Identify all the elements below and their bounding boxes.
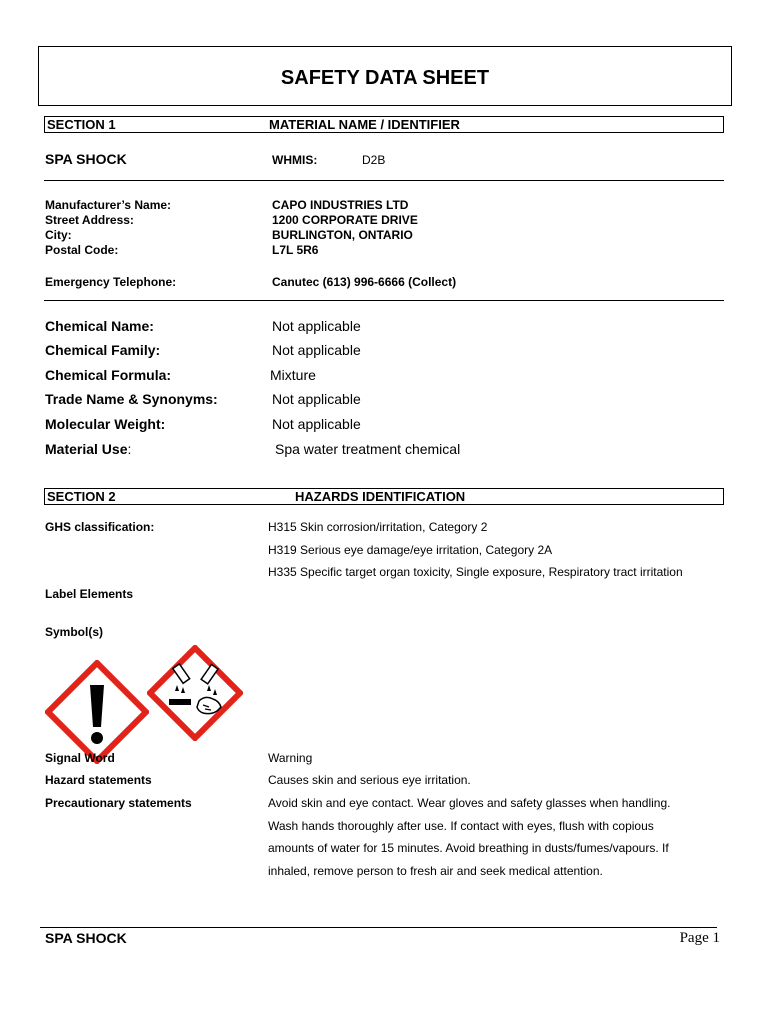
- section-2-number: SECTION 2: [47, 489, 116, 504]
- exclamation-dot: [91, 732, 103, 744]
- manufacturer-name: CAPO INDUSTRIES LTD: [272, 198, 409, 212]
- whmis-value: D2B: [362, 153, 386, 167]
- chemical-formula-label: Chemical Formula:: [45, 367, 172, 383]
- title-box: [38, 46, 732, 106]
- precaution-line: amounts of water for 15 minutes. Avoid breathing in dusts/fumes/vapours. If: [268, 841, 669, 855]
- manufacturer-labels: [45, 198, 171, 258]
- chemical-name-label: Chemical Name:: [45, 318, 154, 334]
- chemical-family-label: Chemical Family:: [45, 342, 161, 358]
- exclamation-mark-icon: [45, 660, 149, 764]
- precaution-line: Avoid skin and eye contact. Wear gloves and safety glasses when handling.: [268, 796, 671, 810]
- hazard-statements-label: Hazard statements: [45, 773, 152, 787]
- label-elements-heading: Label Elements: [45, 587, 134, 601]
- trade-name-label: Trade Name & Synonyms:: [45, 391, 218, 407]
- postal-label: Postal Code:: [45, 243, 119, 257]
- section-1-header: [44, 116, 724, 133]
- city-label: City:: [45, 228, 72, 242]
- divider-rule: [44, 300, 724, 301]
- hazard-statements-value: Causes skin and serious eye irritation.: [268, 773, 471, 787]
- corrosion-icon: [147, 645, 243, 741]
- signal-word-value: Warning: [268, 751, 313, 765]
- ghs-line: H319 Serious eye damage/eye irritation, Category 2A: [268, 542, 553, 557]
- emergency-phone: Canutec (613) 996-6666 (Collect): [272, 275, 457, 289]
- document-title: SAFETY DATA SHEET: [280, 67, 490, 89]
- precautionary-statements-label: Precautionary statements: [45, 796, 192, 810]
- product-name: SPA SHOCK: [45, 151, 127, 167]
- street-label: Street Address:: [45, 213, 134, 227]
- footer-rule: [40, 927, 717, 928]
- ghs-line: H315 Skin corrosion/irritation, Category 2: [268, 520, 488, 534]
- chemical-family-value: Not applicable: [272, 342, 361, 358]
- corroded-surface: [169, 699, 191, 705]
- signal-word-label: Signal Word: [45, 751, 115, 765]
- material-use-label-text: Material Use: [45, 441, 128, 457]
- precautionary-statements-list: [268, 796, 670, 886]
- precaution-line: inhaled, remove person to fresh air and seek medical attention.: [268, 863, 603, 878]
- city-value: BURLINGTON, ONTARIO: [272, 228, 413, 242]
- material-use-colon: :: [127, 441, 132, 457]
- molecular-weight-value: Not applicable: [272, 416, 361, 432]
- ghs-classification-label: GHS classification:: [45, 520, 155, 534]
- trade-name-value: Not applicable: [272, 391, 361, 407]
- postal-code: L7L 5R6: [272, 243, 319, 257]
- ghs-classification-list: [268, 520, 683, 588]
- footer-product-name: SPA SHOCK: [45, 930, 127, 946]
- material-use-label: [45, 441, 131, 457]
- section-1-heading: MATERIAL NAME / IDENTIFIER: [269, 117, 460, 132]
- section-2-heading: HAZARDS IDENTIFICATION: [295, 489, 466, 504]
- section-1-number: SECTION 1: [47, 117, 116, 132]
- section-2-header: [44, 488, 724, 505]
- whmis-label: WHMIS:: [272, 153, 318, 167]
- emergency-label: Emergency Telephone:: [45, 275, 177, 289]
- page-number: Page 1: [679, 930, 720, 946]
- symbols-heading: Symbol(s): [45, 625, 104, 639]
- ghs-line: H335 Specific target organ toxicity, Single exposure, Respiratory tract irritation: [268, 565, 683, 579]
- divider-rule: [44, 180, 724, 181]
- precaution-line: Wash hands thoroughly after use. If contact with eyes, flush with copious: [268, 818, 654, 833]
- street-address: 1200 CORPORATE DRIVE: [272, 213, 418, 227]
- manufacturer-label: Manufacturer’s Name:: [45, 198, 172, 212]
- manufacturer-values: [272, 198, 418, 258]
- corrosion-pictogram-border: [150, 648, 240, 738]
- material-use-value: Spa water treatment chemical: [275, 441, 461, 457]
- molecular-weight-label: Molecular Weight:: [45, 416, 166, 432]
- chemical-name-value: Not applicable: [272, 318, 361, 334]
- chemical-formula-value: Mixture: [270, 367, 316, 383]
